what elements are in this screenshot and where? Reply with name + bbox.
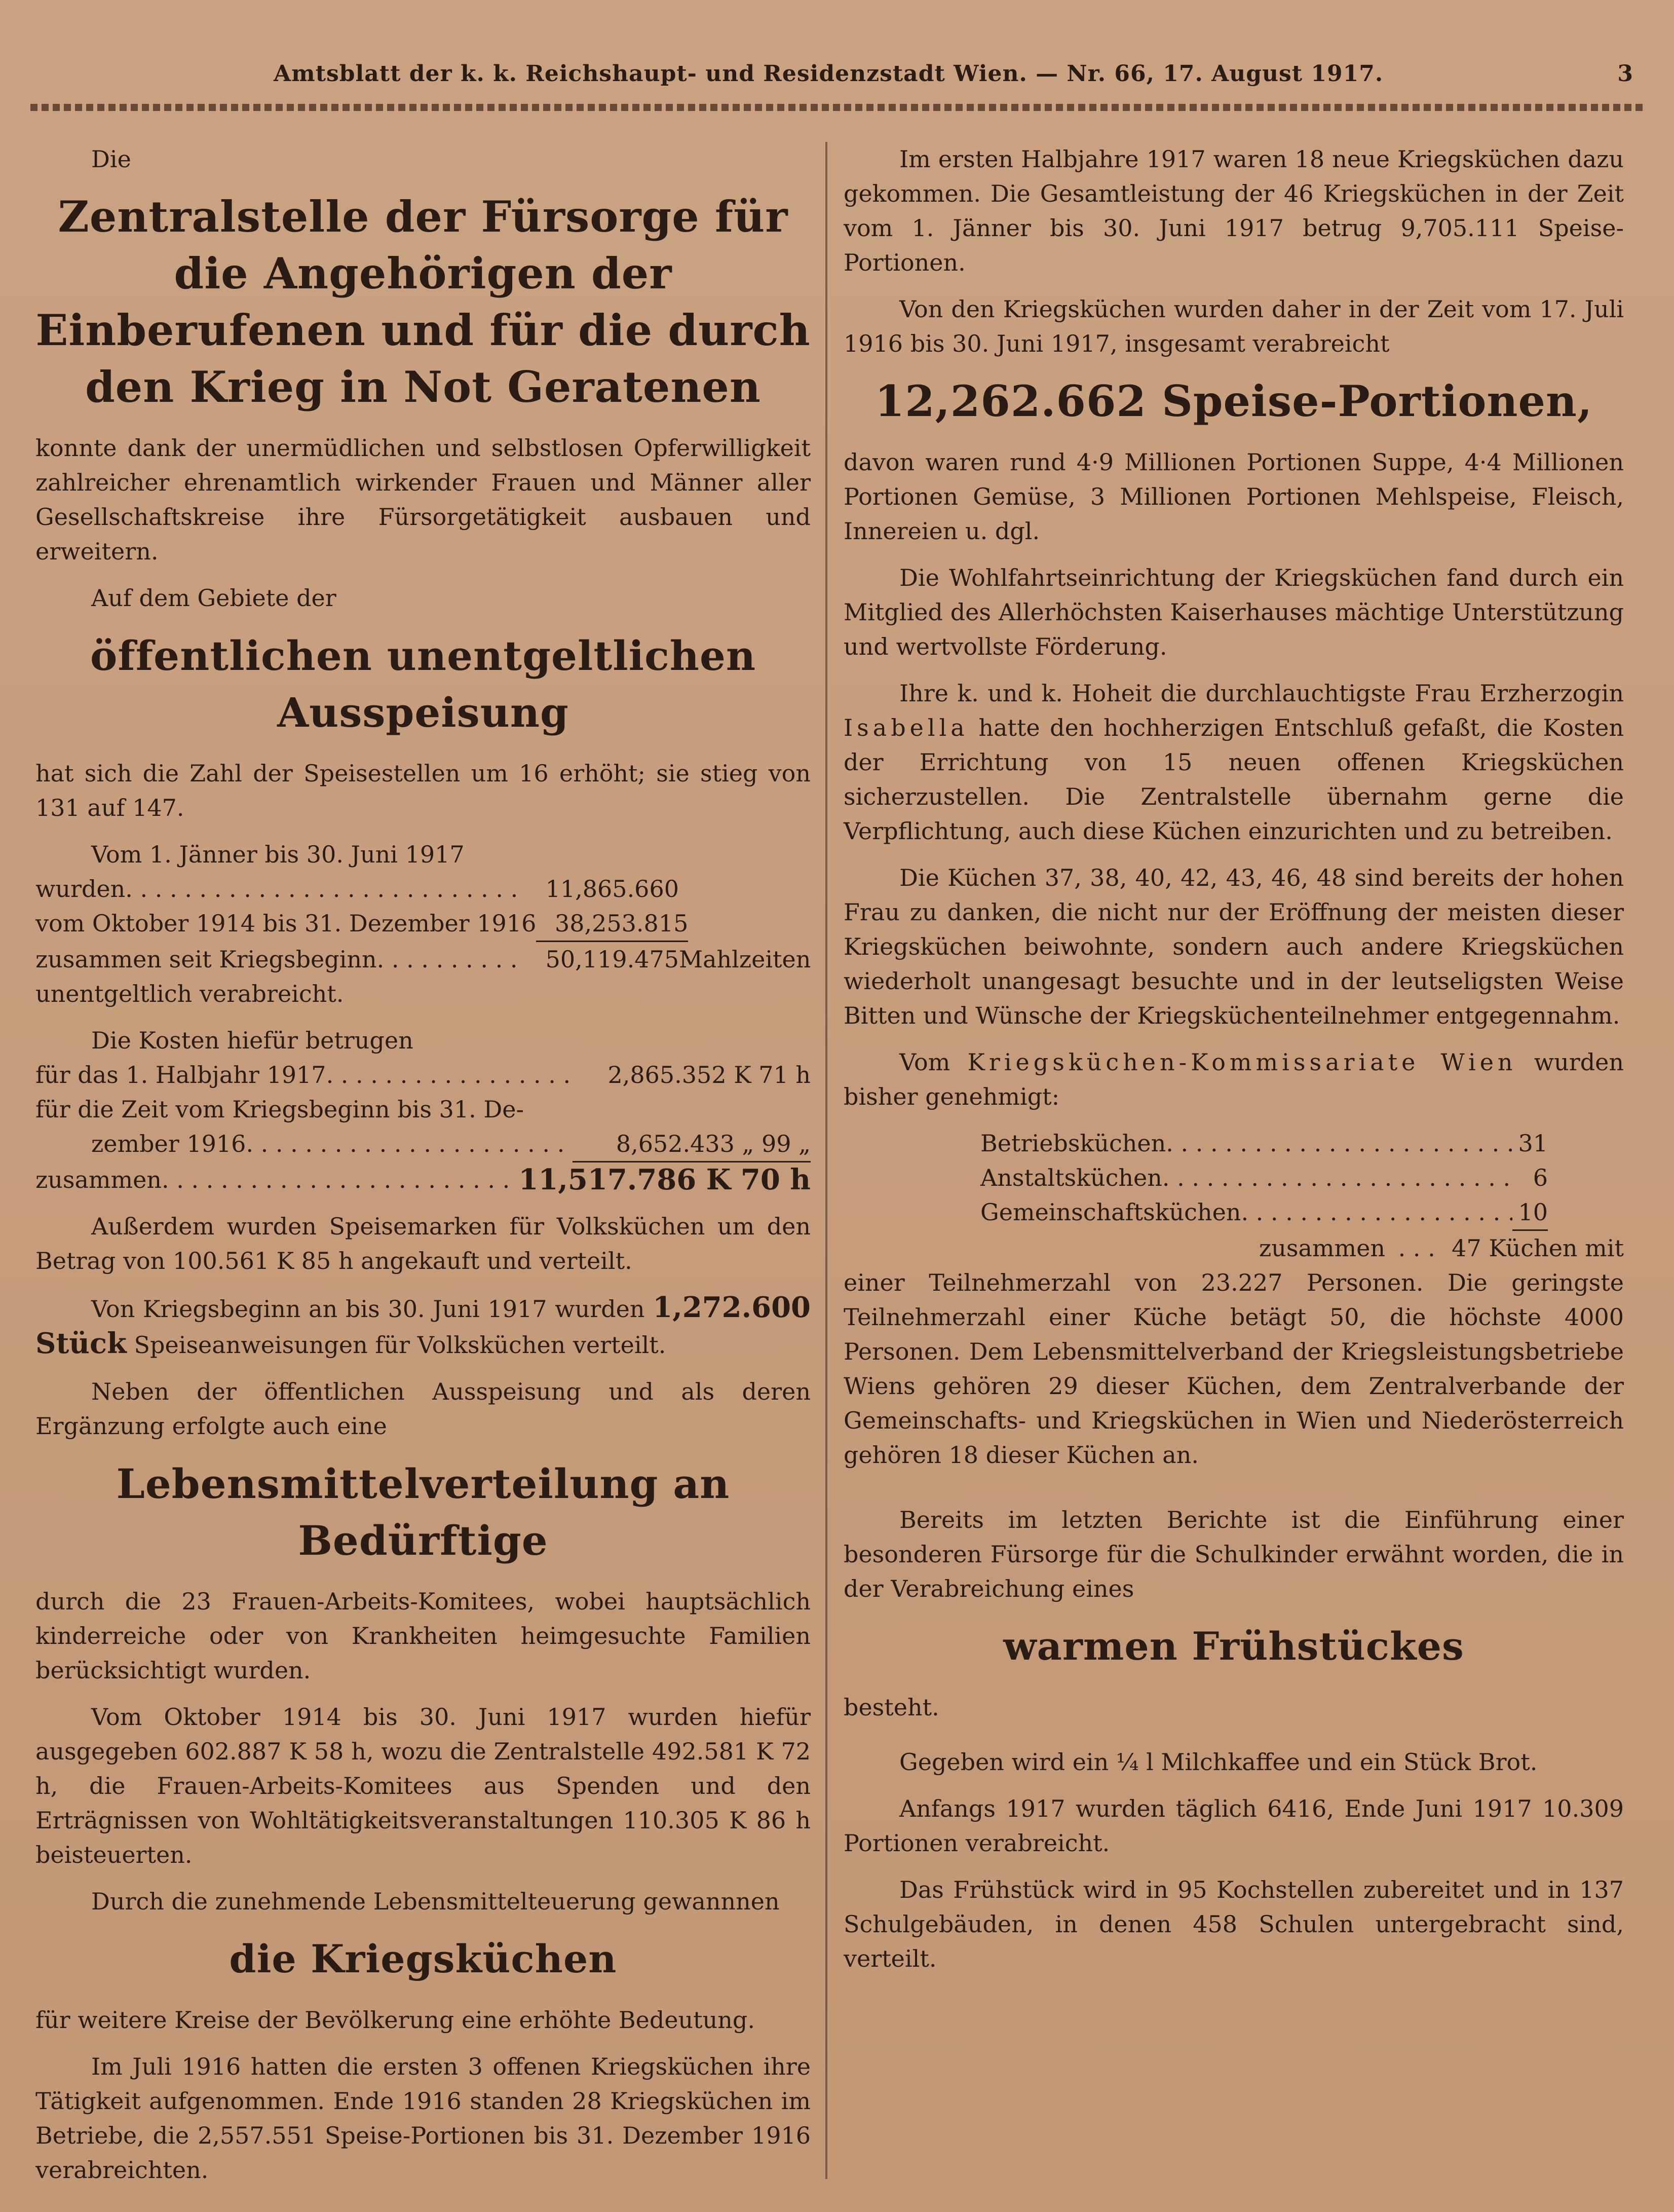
kommissariat-vom: Vom: [899, 1048, 950, 1076]
paragraph-opferwilligkeit: konnte dank der unermüdlichen und selbstlosen Opferwilligkeit zahlreicher ehrenamtlich wirkender Frauen und Männer aller Gesellschaftskreise ihre Fürsorgetätigkeit ausbauen und erweitern.: [35, 434, 811, 565]
header-rule: [30, 104, 1644, 111]
erzherzogin-text: Ihre k. und k. Hoheit die durchlauchtigste Frau Erzherzogin: [899, 680, 1624, 707]
heading-ausspeisung: öffentlichen unentgeltlichen Ausspeisung: [90, 632, 756, 736]
right-column: [844, 142, 1624, 1988]
kitchen-row-betrieb: [980, 1126, 1548, 1160]
paragraph-teilnehmer: einer Teilnehmerzahl von 23.227 Personen. Die geringste Teilnehmerzahl einer Küche betägt 50, die höchste 4000 Personen. Dem Lebensmittelverband der Kriegsleistungsbetriebe Wiens gehören 29 dieser Küchen, dem Zentralverbande der Gemeinschafts- und Kriegsküchen in Wien und Niederösterreich gehören 18 dieser Küchen an.: [844, 1269, 1624, 1469]
paragraph-milchkaffee: Gegeben wird ein ¼ l Milchkaffee und ein Stück Brot.: [899, 1748, 1538, 1776]
paragraph-kuechen-nummern: Die Küchen 37, 38, 40, 42, 43, 46, 48 sind bereits der hohen Frau zu danken, die nicht nur der Eröffnung der meisten dieser Kriegsküchen beiwohnte, sondern auch andere Kriegsküchen wiederholt unangesagt besuchte und in der leutseligsten Weise Bitten und Wünsche der Kriegsküchenteilnehmer entgegennahm.: [844, 864, 1624, 1029]
kitchen-row-anstalt-value: 6: [1533, 1164, 1548, 1191]
paragraph-speisemarken: Außerdem wurden Speisemarken für Volksküchen um den Betrag von 100.561 K 85 h angekauft und verteilt.: [35, 1213, 811, 1274]
kitchen-row-anstalt-label: Anstaltsküchen: [980, 1164, 1162, 1191]
paragraph-speisestellen: hat sich die Zahl der Speisestellen um 16 erhöht; sie stieg von 131 auf 147.: [35, 760, 811, 821]
cost-row-3: [35, 1163, 811, 1197]
paragraph-schulkinder: Bereits im letzten Berichte ist die Einführung einer besonderen Fürsorge für die Schulkinder erwähnt worden, die in der Verabreichung eines: [844, 1506, 1624, 1602]
paragraph-teuerung: Durch die zunehmende Lebensmittelteuerung gewannnen: [91, 1888, 780, 1915]
kommissariat-rest: wurden bisher genehmigt:: [844, 1048, 1624, 1110]
paragraph-kommissariat: [844, 1045, 1624, 1114]
stats-row-3: [35, 942, 811, 977]
cost-row-2b-label: zember 1916: [91, 1130, 246, 1157]
page-header: [30, 56, 1644, 96]
kitchen-total-value: 47 Küchen mit: [1452, 1234, 1624, 1262]
cost-row-3-value: 11,517.786 K 70 h: [518, 1163, 811, 1196]
cost-row-2: [35, 1092, 811, 1127]
cost-row-2-value: 8,652.433 „ 99 „: [573, 1127, 811, 1163]
left-column: [35, 142, 811, 2199]
paragraph-gebiete: Auf dem Gebiete der: [91, 584, 336, 612]
heading-lebensmittelverteilung: Lebensmittelverteilung an Bedürftige: [116, 1460, 730, 1564]
kitchen-row-gemeinschaft: [980, 1195, 1548, 1231]
cost-row-2b: [35, 1127, 811, 1163]
stats-row-3-cont: unentgeltlich verabreicht.: [35, 980, 344, 1007]
stats-row-3-suffix: Mahlzeiten: [679, 946, 811, 973]
kitchen-table: [844, 1126, 1624, 1231]
paragraph-erzherzogin: [844, 676, 1624, 848]
kitchen-row-betrieb-value: 31: [1518, 1130, 1548, 1157]
kriegsbeginn-rest: Speiseanweisungen für Volksküchen verteilt.: [134, 1331, 666, 1359]
paragraph-kriegsbeginn: [35, 1290, 811, 1362]
paragraph-besteht: besteht.: [844, 1694, 939, 1721]
cost-row-3-label: zusammen: [35, 1166, 162, 1193]
kitchen-row-anstalt: [980, 1160, 1548, 1195]
stats-row-2: [35, 906, 811, 942]
kitchen-row-betrieb-label: Betriebsküchen: [980, 1130, 1166, 1157]
heading-kriegskuechen: die Kriegsküchen: [229, 1936, 617, 1981]
meals-stats: [35, 837, 811, 1011]
stats-row-1-label: wurden: [35, 875, 126, 903]
costs-intro: Die Kosten hiefür betrugen: [91, 1027, 413, 1054]
kitchen-total: [844, 1231, 1624, 1265]
heading-zentralstelle: Zentralstelle der Fürsorge für die Angehörigen der Einberufenen und für die durch den Krieg in Not Geratenen: [35, 192, 811, 412]
paragraph-ausgaben: Vom Oktober 1914 bis 30. Juni 1917 wurden hiefür ausgegeben 602.887 K 58 h, wozu die Zentralstelle 492.581 K 72 h, die Frauen-Arbeits-Komitees aus Spenden und den Erträgnissen von Wohltätigkeitsveranstaltungen 110.305 K 86 h beisteuerten.: [35, 1703, 811, 1868]
kitchen-row-gemeinschaft-label: Gemeinschaftsküchen: [980, 1198, 1241, 1226]
intro-die: Die: [91, 145, 131, 173]
stats-row-1: [35, 872, 811, 906]
heading-speise-portionen: 12,262.662 Speise-Portionen,: [874, 376, 1593, 426]
page-number: 3: [1617, 61, 1633, 87]
kommissariat-name: Kriegsküchen-Kommissariate Wien: [967, 1048, 1517, 1076]
stats-row-3-label: zusammen seit Kriegsbeginn: [35, 946, 377, 973]
stats-row-3-value: 50,119.475: [545, 946, 679, 973]
cost-row-1-label: für das 1. Halbjahr 1917: [35, 1061, 326, 1089]
paragraph-frauen-komitees: durch die 23 Frauen-Arbeits-Komitees, wobei hauptsächlich kinderreiche oder von Krankheiten heimgesuchte Familien berücksichtigt wurden.: [35, 1588, 811, 1684]
heading-fruehstueck: warmen Frühstückes: [1003, 1624, 1464, 1669]
kitchen-total-label: zusammen: [1259, 1234, 1385, 1262]
paragraph-verabreicht: Von den Kriegsküchen wurden daher in der Zeit vom 17. Juli 1916 bis 30. Juni 1917, insgesamt verabreicht: [844, 295, 1624, 357]
paragraph-ergaenzung: Neben der öffentlichen Ausspeisung und als deren Ergänzung erfolgte auch eine: [35, 1378, 811, 1440]
cost-row-2-label: für die Zeit vom Kriegsbeginn bis 31. De-: [35, 1096, 524, 1123]
paragraph-halbjahr: Im ersten Halbjahre 1917 waren 18 neue Kriegsküchen dazu gekommen. Die Gesamtleistung der 46 Kriegsküchen in der Zeit vom 1. Jänner bis 30. Juni 1917 betrug 9,705.111 Speise-Portionen.: [844, 145, 1624, 276]
cost-row-1-value: 2,865.352 K 71 h: [607, 1061, 811, 1089]
column-divider: [825, 142, 827, 2179]
paragraph-bedeutung: für weitere Kreise der Bevölkerung eine erhöhte Bedeutung.: [35, 2006, 755, 2034]
stats-intro: Vom 1. Jänner bis 30. Juni 1917: [91, 841, 465, 868]
erzherzogin-rest: hatte den hochherzigen Entschluß gefaßt, die Kosten der Errichtung von 15 neuen offenen Kriegsküchen sicherzustellen. Die Zentralstelle übernahm gerne die Verpflichtung, auch diese Küchen einzurichten und zu betreiben.: [844, 714, 1624, 845]
kriegsbeginn-text: Von Kriegsbeginn an bis 30. Juni 1917 wurden: [91, 1295, 645, 1323]
stats-row-1-value: 11,865.660: [545, 875, 679, 903]
cost-row-1: [35, 1058, 811, 1092]
paragraph-kochstellen: Das Frühstück wird in 95 Kochstellen zubereitet und in 137 Schulgebäuden, in denen 458 Schulen untergebracht sind, verteilt.: [844, 1876, 1624, 1972]
paragraph-portionen: davon waren rund 4·9 Millionen Portionen Suppe, 4·4 Millionen Portionen Gemüse, 3 Millionen Portionen Mehlspeise, Fleisch, Innereien u. dgl.: [844, 448, 1624, 545]
stats-row-2-value: 38,253.815: [536, 906, 688, 942]
paragraph-anfangs-1917: Anfangs 1917 wurden täglich 6416, Ende Juni 1917 10.309 Portionen verabreicht.: [844, 1795, 1624, 1857]
kriegsbeginn-count: 1,272.600 Stück: [35, 1291, 811, 1360]
paragraph-juli-1916: Im Juli 1916 hatten die ersten 3 offenen Kriegsküchen ihre Tätigkeit aufgenommen. Ende 1916 standen 28 Kriegsküchen im Betriebe, die 2,557.551 Speise-Portionen bis 31. Dezember 1916 verabreichten.: [35, 2053, 811, 2184]
erzherzogin-name: Isabella: [844, 714, 969, 741]
paragraph-wohlfahrt: Die Wohlfahrtseinrichtung der Kriegsküchen fand durch ein Mitglied des Allerhöchsten Kaiserhauses mächtige Unterstützung und wertvollste Förderung.: [844, 564, 1624, 660]
stats-row-2-label: vom Oktober 1914 bis 31. Dezember 1916: [35, 910, 537, 937]
kitchen-row-gemeinschaft-value: 10: [1512, 1195, 1548, 1231]
header-title: Amtsblatt der k. k. Reichshaupt- und Residenzstadt Wien. — Nr. 66, 17. August 1917.: [274, 61, 1384, 87]
cost-stats: [35, 1023, 811, 1197]
